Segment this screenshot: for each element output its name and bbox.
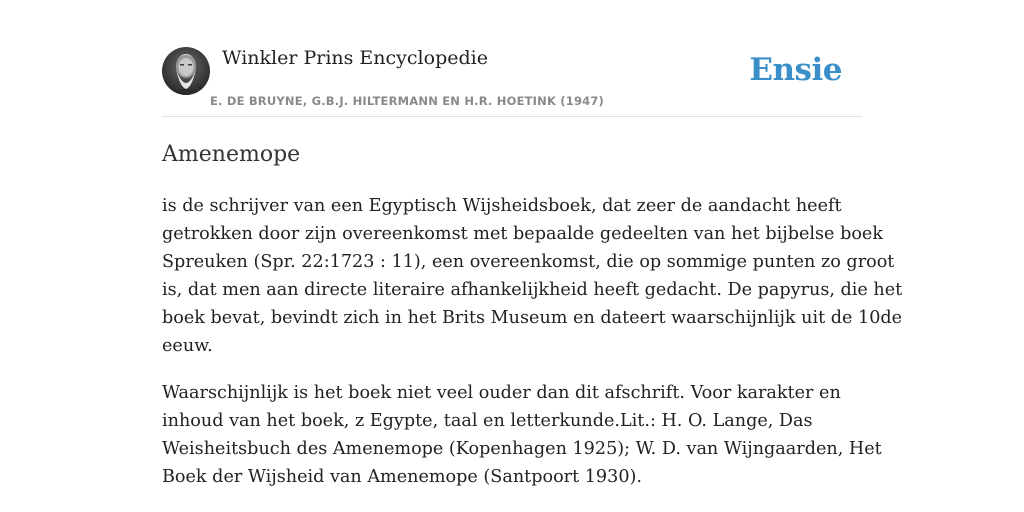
paragraph	[162, 192, 903, 360]
site-header	[162, 46, 862, 117]
paragraph	[162, 379, 882, 491]
text-line: boek bevat, bevindt zich in het Brits Museum en dateert waarschijnlijk uit de 10de	[162, 308, 903, 328]
portrait-image	[162, 47, 210, 95]
article-title: Amenemope	[162, 142, 301, 167]
text-line: Weisheitsbuch des Amenemope (Kopenhagen 1925); W. D. van Wijngaarden, Het	[162, 439, 882, 459]
site-title[interactable]: Winkler Prins Encyclopedie	[222, 47, 488, 69]
text-line: Waarschijnlijk is het boek niet veel ouder dan dit afschrift. Voor karakter en	[162, 383, 841, 403]
text-line: inhoud van het boek, z Egypte, taal en letterkunde.Lit.: H. O. Lange, Das	[162, 411, 813, 431]
text-line: Boek der Wijsheid van Amenemope (Santpoort 1930).	[162, 467, 642, 487]
text-line: Spreuken (Spr. 22:1723 : 11), een overeenkomst, die op sommige punten zo groot	[162, 252, 895, 272]
site-authors: E. DE BRUYNE, G.B.J. HILTERMANN EN H.R. HOETINK (1947)	[210, 94, 605, 108]
text-line: is, dat men aan directe literaire afhankelijkheid heeft gedacht. De papyrus, die het	[162, 280, 903, 300]
text-line: is de schrijver van een Egyptisch Wijsheidsboek, dat zeer de aandacht heeft	[162, 196, 842, 216]
text-line: getrokken door zijn overeenkomst met bepaalde gedeelten van het bijbelse boek	[162, 224, 883, 244]
text-line: eeuw.	[162, 336, 213, 356]
article-body	[162, 192, 903, 510]
author-avatar[interactable]	[162, 47, 210, 95]
ensie-logo[interactable]: Ensie	[749, 52, 842, 88]
